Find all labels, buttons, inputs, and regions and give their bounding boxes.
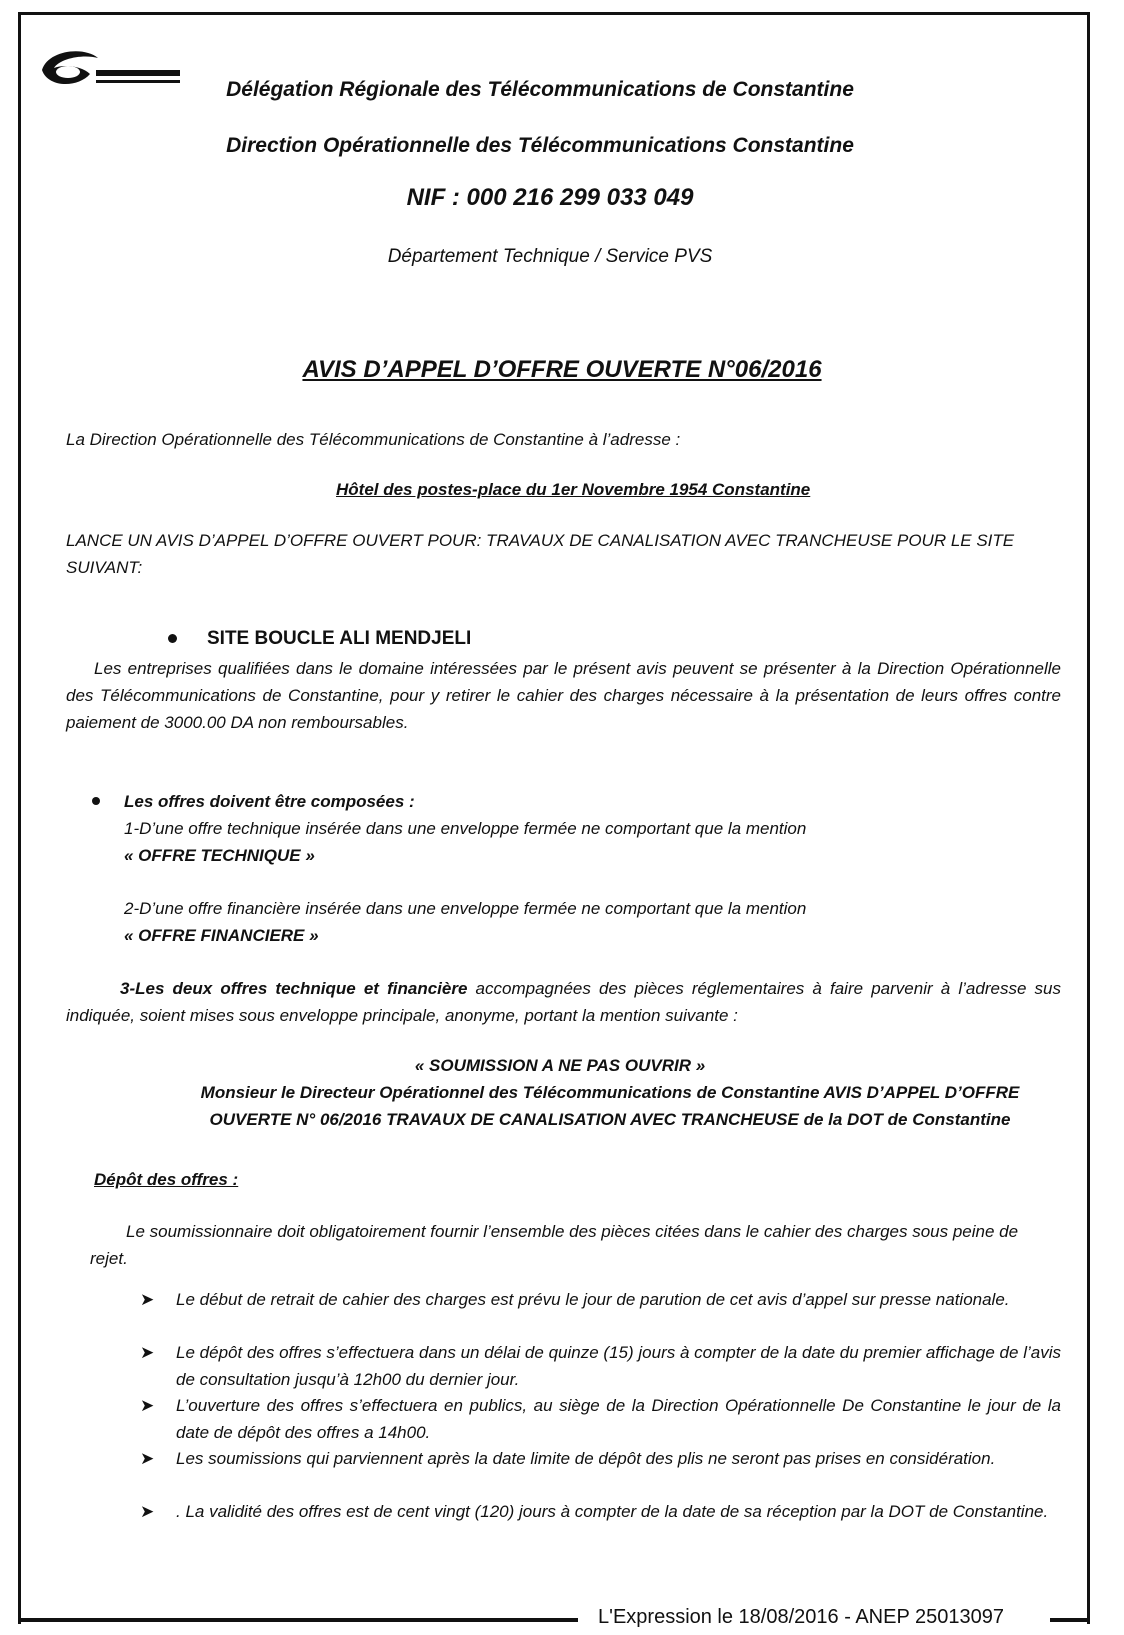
header-direction: Direction Opérationnelle des Télécommunications Constantine (226, 134, 854, 157)
intro-text: La Direction Opérationnelle des Télécommunications de Constantine à l’adresse : (66, 430, 681, 449)
document-title: AVIS D’APPEL D’OFFRE OUVERTE N°06/2016 (302, 356, 822, 383)
offre-envelope-lead: 3-Les deux offres technique et financière (120, 979, 468, 998)
depot-title: Dépôt des offres : (94, 1170, 239, 1189)
offre-financiere-mention: « OFFRE FINANCIERE » (124, 926, 319, 945)
offre-technique-text: 1-D’une offre technique insérée dans une enveloppe fermée ne comportant que la mention (124, 819, 807, 838)
site-item (168, 628, 471, 650)
arrow-icon: ➤ (140, 1343, 155, 1362)
arrow-icon: ➤ (140, 1449, 155, 1468)
address-text: Hôtel des postes-place du 1er Novembre 1954 Constantine (336, 480, 811, 499)
offre-financiere-text: 2-D’une offre financière insérée dans une enveloppe fermée ne comportant que la mention (124, 899, 807, 918)
offres-title: Les offres doivent être composées : (124, 792, 415, 811)
header-delegation: Délégation Régionale des Télécommunications de Constantine (226, 78, 854, 101)
site-label: SITE BOUCLE ALI MENDJELI (207, 628, 472, 649)
bullet-validite: . La validité des offres est de cent vingt (120) jours à compter de la date de sa réception par la DOT de Constantine. (176, 1502, 1049, 1521)
offre-envelope-paragraph (66, 975, 1061, 1029)
soumission-mention: « SOUMISSION A NE PAS OUVRIR » (414, 1056, 706, 1075)
bullet-icon (168, 634, 177, 643)
lance-text: LANCE UN AVIS D’APPEL D’OFFRE OUVERT POUR: TRAVAUX DE CANALISATION AVEC TRANCHEUSE POUR LE SITE SUIVANT: (66, 531, 1015, 577)
bullet-soumissions: Les soumissions qui parviennent après la date limite de dépôt des plis ne seront pas prises en considération. (176, 1449, 996, 1468)
bullet-depot: Le dépôt des offres s’effectuera dans un délai de quinze (15) jours à compter de la date du premier affichage de l’avis de consultation jusqu’à 12h00 du dernier jour. (176, 1343, 1061, 1389)
header-nif: NIF : 000 216 299 033 049 (406, 184, 694, 211)
offre-envelope-text: accompagnées des pièces réglementaires à faire parvenir à l’adresse sus indiquée, soient mises sous enveloppe principale, anonyme, portant la mention suivante : (66, 979, 1061, 1025)
depot-paragraph: Le soumissionnaire doit obligatoirement fournir l’ensemble des pièces citées dans le cahier des charges sous peine de rejet. (90, 1222, 1019, 1268)
bullet-icon (92, 797, 100, 805)
arrow-icon: ➤ (140, 1290, 155, 1309)
offre-technique-mention: « OFFRE TECHNIQUE » (124, 846, 315, 865)
bullet-ouverture: L’ouverture des offres s’effectuera en publics, au siège de la Direction Opérationnelle De Constantine le jour de la date de dépôt des offres a 14h00. (176, 1396, 1061, 1442)
publication-footer: L'Expression le 18/08/2016 - ANEP 25013097 (598, 1606, 1004, 1628)
arrow-icon: ➤ (140, 1396, 155, 1415)
arrow-icon: ➤ (140, 1502, 155, 1521)
bullet-retrait: Le début de retrait de cahier des charges est prévu le jour de parution de cet avis d’appel sur presse nationale. (176, 1290, 1010, 1309)
bottom-rule (18, 1618, 578, 1622)
envelope-address: Monsieur le Directeur Opérationnel des Télécommunications de Constantine AVIS D’APPEL D’OFFRE OUVERTE N° 06/2016 TRAVAUX DE CANALISATION AVEC TRANCHEUSE de la DOT de Constantine (200, 1083, 1020, 1129)
header-department: Département Technique / Service PVS (387, 246, 713, 267)
enterprises-paragraph: Les entreprises qualifiées dans le domaine intéressées par le présent avis peuvent se présenter à la Direction Opérationnelle des Télécommunications de Constantine, pour y retirer le cahier des charges nécessaire à la présentation de leurs offres contre paiement de 3000.00 DA non remboursables. (66, 659, 1061, 732)
bottom-rule (1050, 1618, 1090, 1622)
